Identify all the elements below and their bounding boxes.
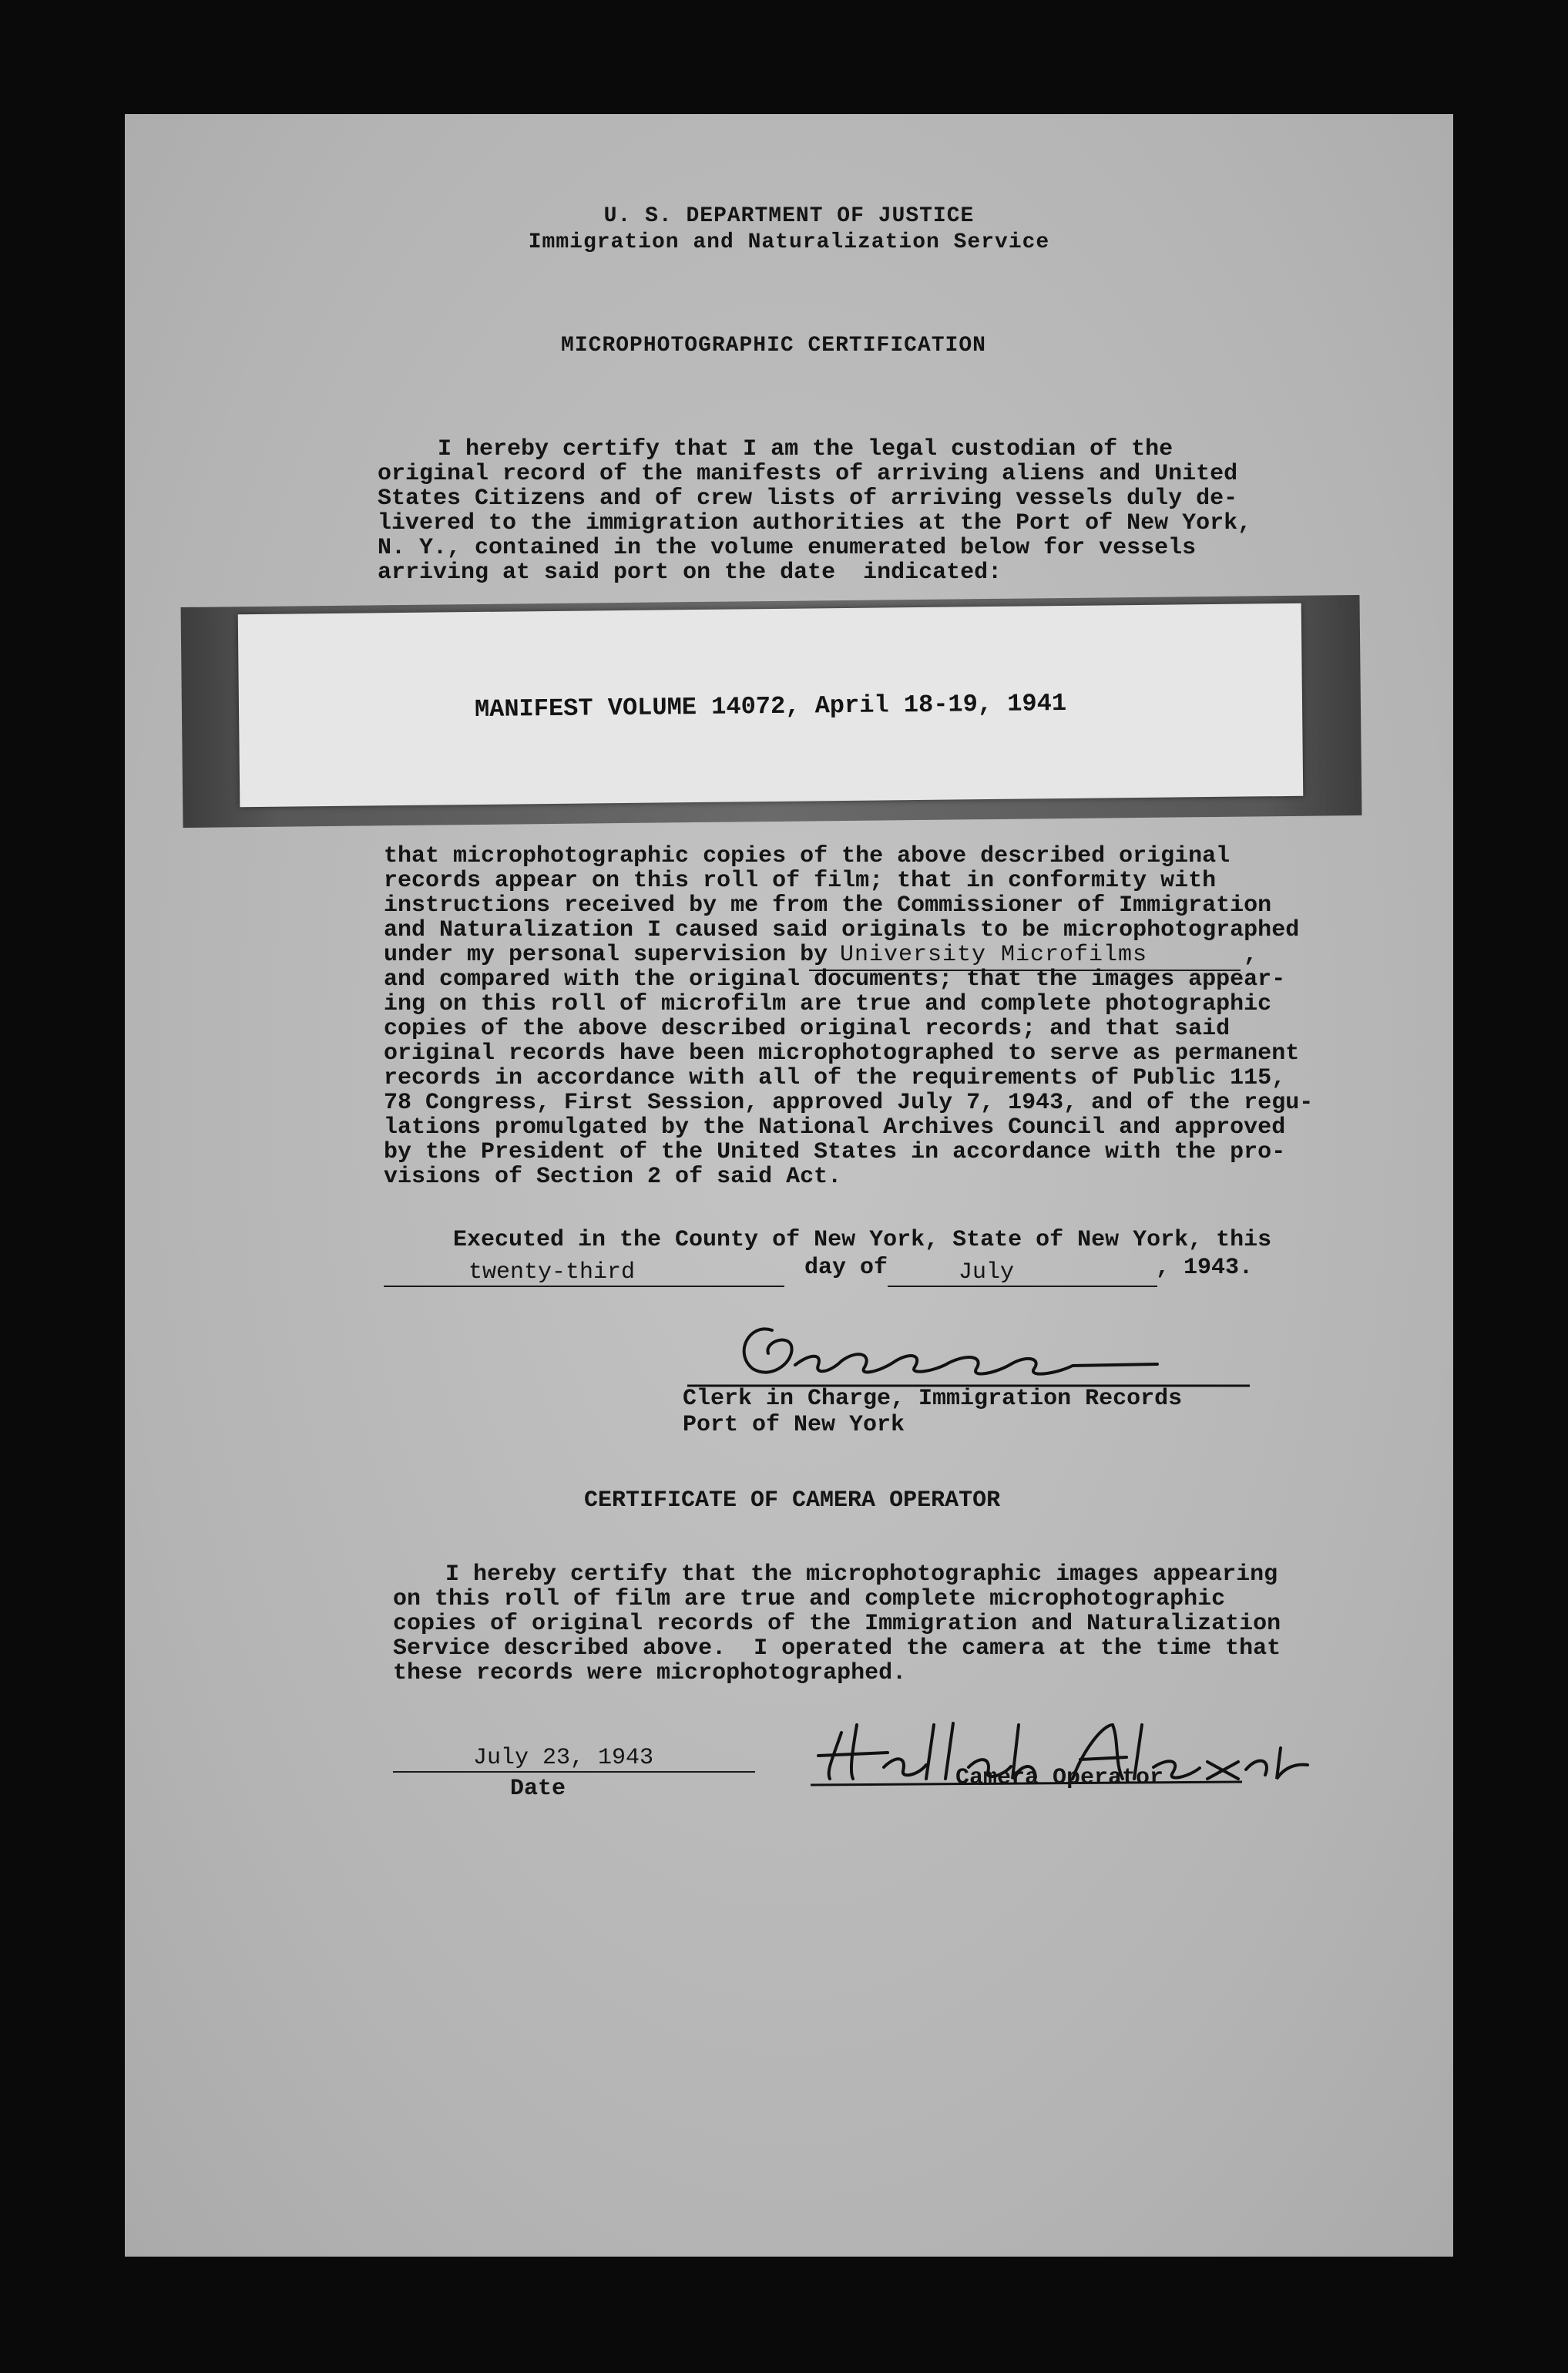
intro-line: I hereby certify that I am the legal custodian of the [438,436,1173,462]
clerk-title: Clerk in Charge, Immigration Records [683,1386,1183,1412]
intro-line: N. Y., contained in the volume enumerated below for vessels [378,535,1197,561]
executed-day-value: twenty-third [468,1259,636,1286]
body-line: and compared with the original documents; that the images appear- [384,966,1286,993]
date-label: Date [510,1776,566,1802]
intro-line: arriving at said port on the date indicated: [378,560,1002,586]
camera-line: Service described above. I operated the camera at the time that [393,1635,1281,1662]
executed-month-value: July [959,1259,1015,1286]
camera-line: these records were microphotographed. [393,1660,907,1686]
body-line: by the President of the United States in accordance with the pro- [384,1139,1286,1165]
body-line: lations promulgated by the National Archives Council and approved [384,1114,1286,1141]
body-line: copies of the above described original records; and that said [384,1016,1231,1042]
body-line: 78 Congress, First Session, approved July 7, 1943, and of the regu- [384,1090,1314,1116]
manifest-volume-label: MANIFEST VOLUME 14072, April 18-19, 1941 [474,688,1067,724]
comma: , [1244,942,1258,968]
executed-year: , 1943. [1156,1255,1254,1281]
body-line: instructions received by me from the Commissioner of Immigration [384,892,1272,919]
camera-certificate-title: CERTIFICATE OF CAMERA OPERATOR [584,1487,1001,1514]
executed-month-blank [888,1284,1157,1287]
certificate-page [125,114,1453,2257]
executed-text: Executed in the County of New York, State of New York, this [453,1227,1272,1253]
service-heading: Immigration and Naturalization Service [528,230,1050,254]
date-value: July 23, 1943 [473,1745,654,1771]
intro-line: States Citizens and of crew lists of arriving vessels duly de- [378,486,1238,512]
manifest-strip [238,603,1304,807]
body-line: ing on this roll of microfilm are true and complete photographic [384,991,1272,1017]
camera-operator-label: Camera Operator [955,1765,1164,1791]
body-line: records appear on this roll of film; that in conformity with [384,868,1217,894]
camera-line: on this roll of film are true and complete microphotographic [393,1586,1226,1612]
intro-line: livered to the immigration authorities at the Port of New York, [378,510,1252,536]
certification-title: MICROPHOTOGRAPHIC CERTIFICATION [561,334,986,358]
camera-line: copies of original records of the Immigration and Naturalization [393,1611,1281,1637]
body-line: original records have been microphotographed to serve as permanent [384,1040,1300,1067]
body-line: and Naturalization I caused said originals to be microphotographed [384,917,1300,943]
executed-day-of: day of [804,1255,888,1281]
intro-line: original record of the manifests of arriving aliens and United [378,461,1238,487]
body-line: records in accordance with all of the requirements of Public 115, [384,1065,1286,1091]
microfilm-company-value: University Microfilms [840,942,1148,968]
date-blank [393,1770,755,1773]
clerk-location: Port of New York [683,1412,905,1438]
department-heading: U. S. DEPARTMENT OF JUSTICE [603,204,975,228]
executed-day-blank [384,1284,784,1287]
body-line: visions of Section 2 of said Act. [384,1164,842,1190]
camera-line: I hereby certify that the microphotographic images appearing [445,1561,1278,1588]
body-line: under my personal supervision by [384,942,828,968]
body-line: that microphotographic copies of the above described original [384,843,1231,869]
